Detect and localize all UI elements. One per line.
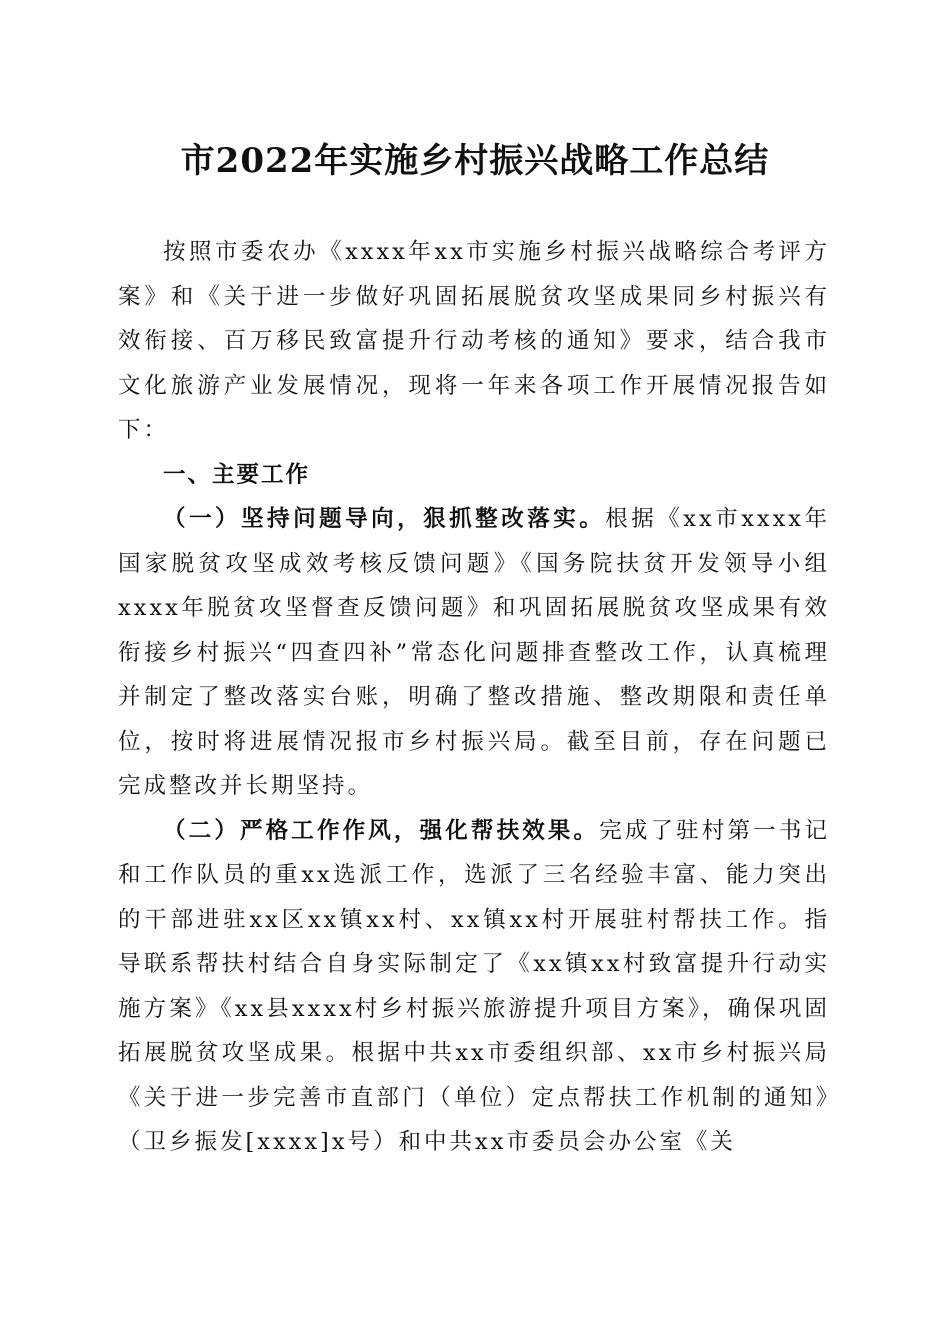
document-title: 市2022年实施乡村振兴战略工作总结 (180, 141, 770, 181)
item-2-text: 完成了驻村第一书记和工作队员的重xx选派工作，选派了三名经验丰富、能力突出的干部进驻xx区xx镇xx村、xx镇xx村开展驻村帮扶工作。指导联系帮扶村结合自身实际制定了《xx镇xx村致富提升行动实施方案》《xx县xxxx村乡村振兴旅游提升项目方案》，确保巩固拓展脱贫攻坚成果。根据中共xx市委组织部、xx市乡村振兴局《关于进一步完善市直部门（单位）定点帮扶工作机制的通知》（卫乡振发[xxxx]x号）和中共xx市委员会办公室《关 (118, 817, 830, 1155)
intro-paragraph: 按照市委农办《xxxx年xx市实施乡村振兴战略综合考评方案》和《关于进一步做好巩固拓展脱贫攻坚成果同乡村振兴有效衔接、百万移民致富提升行动考核的通知》要求，结合我市文化旅游产业发展情况，现将一年来各项工作开展情况报告如下： (118, 239, 830, 443)
item-1-paragraph (118, 497, 830, 809)
document-body (118, 230, 830, 1165)
section-heading-main-work: 一、主要工作 (163, 461, 311, 488)
item-2-paragraph (118, 809, 830, 1165)
item-2-lead: （二）严格工作作风，强化帮扶效果。 (163, 817, 600, 844)
item-1-text: 根据《xx市xxxx年国家脱贫攻坚成效考核反馈问题》《国务院扶贫开发领导小组xxxx年脱贫攻坚督查反馈问题》和巩固拓展脱贫攻坚成果有效衔接乡村振兴“四查四补”常态化问题排查整改工作，认真梳理并制定了整改落实台账，明确了整改措施、整改期限和责任单位，按时将进展情况报市乡村振兴局。截至目前，存在问题已完成整改并长期坚持。 (118, 506, 830, 799)
item-1-lead: （一）坚持问题导向，狠抓整改落实。 (163, 506, 606, 532)
